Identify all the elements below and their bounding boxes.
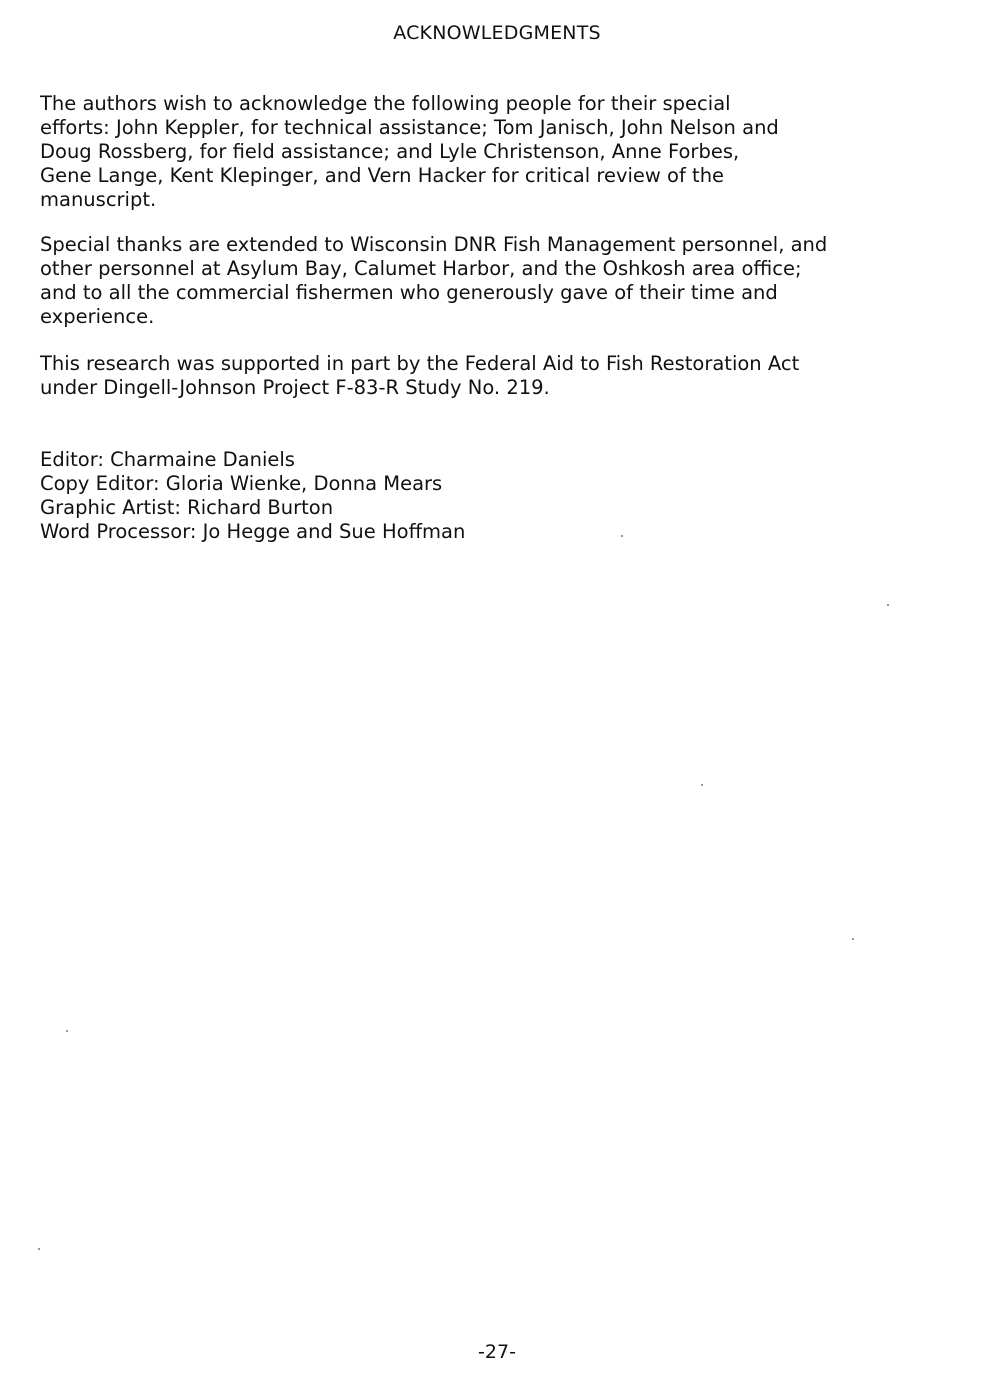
credit-editor: Editor: Charmaine Daniels: [40, 448, 295, 471]
scan-speck: [66, 1030, 68, 1032]
scan-speck: [852, 938, 854, 940]
text-line: Doug Rossberg, for field assistance; and Lyle Christenson, Anne Forbes,: [40, 140, 740, 163]
scan-speck: [38, 1248, 40, 1250]
scan-speck: [701, 784, 703, 786]
text-line: This research was supported in part by the Federal Aid to Fish Restoration Act: [40, 352, 800, 375]
text-line: The authors wish to acknowledge the following people for their special: [40, 92, 731, 115]
credit-copy-editor: Copy Editor: Gloria Wienke, Donna Mears: [40, 472, 443, 495]
text-line: and to all the commercial fishermen who generously gave of their time and: [40, 281, 778, 304]
text-line: under Dingell-Johnson Project F-83-R Study No. 219.: [40, 376, 550, 399]
scan-speck: [621, 535, 623, 537]
text-line: Gene Lange, Kent Klepinger, and Vern Hacker for critical review of the: [40, 164, 725, 187]
text-line: Special thanks are extended to Wisconsin DNR Fish Management personnel, and: [40, 233, 828, 256]
acknowledgment-paragraph-people: [40, 92, 779, 212]
acknowledgment-paragraph-funding: [40, 352, 799, 400]
text-line: manuscript.: [40, 188, 157, 211]
text-line: efforts: John Keppler, for technical assistance; Tom Janisch, John Nelson and: [40, 116, 779, 139]
text-line: other personnel at Asylum Bay, Calumet Harbor, and the Oshkosh area office;: [40, 257, 802, 280]
scan-speck: [887, 604, 889, 606]
credit-graphic-artist: Graphic Artist: Richard Burton: [40, 496, 334, 519]
page-title: ACKNOWLEDGMENTS: [393, 22, 601, 44]
credits-list: [40, 448, 465, 544]
acknowledgment-paragraph-thanks: [40, 233, 827, 329]
credit-word-processor: Word Processor: Jo Hegge and Sue Hoffman: [40, 520, 466, 543]
page-number: -27-: [478, 1341, 516, 1363]
text-line: experience.: [40, 305, 155, 328]
